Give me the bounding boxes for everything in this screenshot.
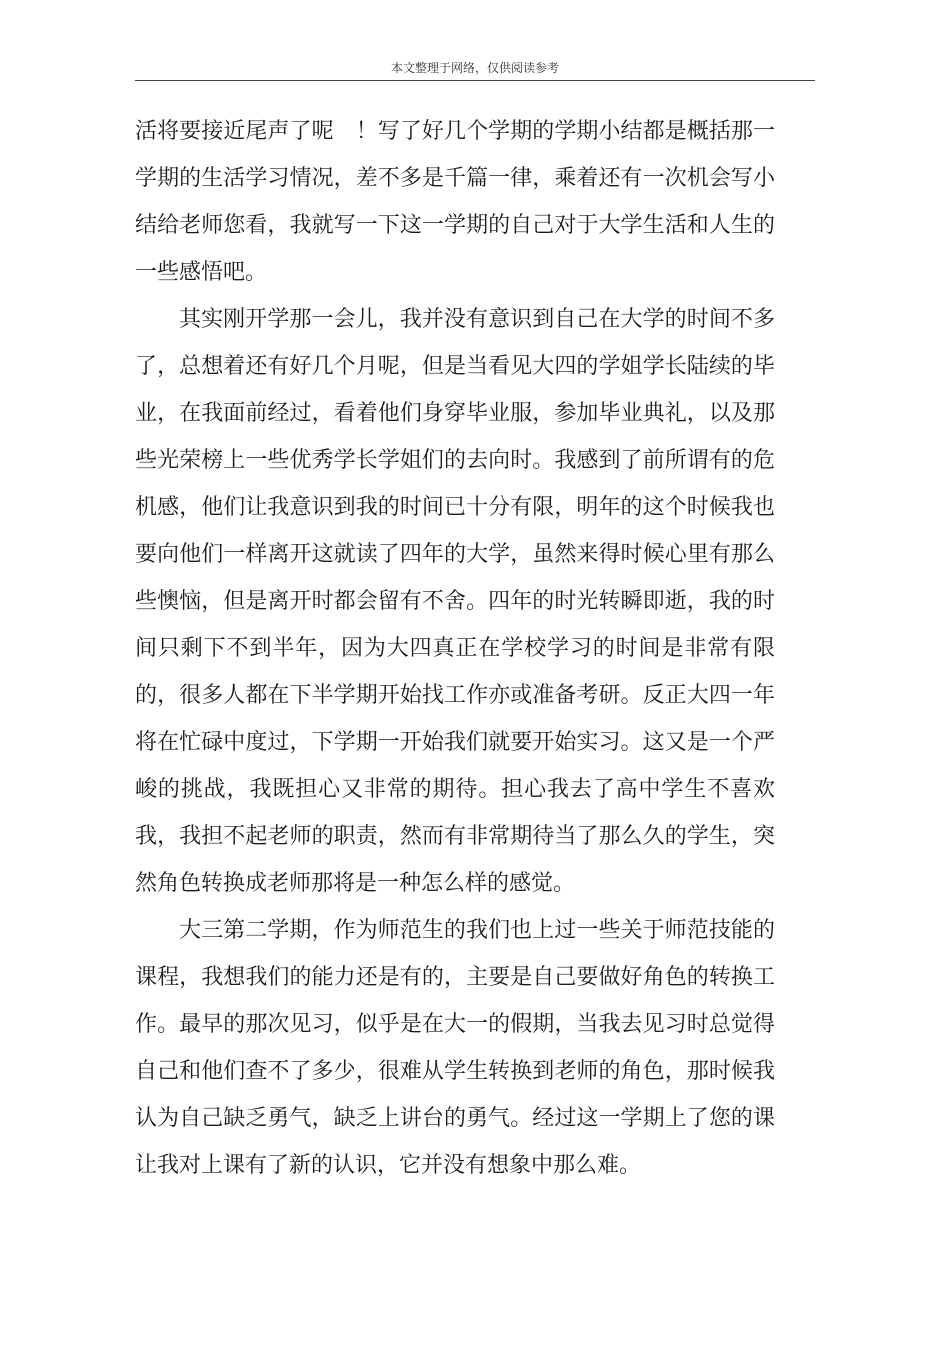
header-text: 本文整理于网络，仅供阅读参考	[390, 61, 559, 75]
page-header	[135, 58, 815, 80]
paragraph-1: 活将要接近尾声了呢 ！写了好几个学期的学期小结都是概括那一学期的生活学习情况，差不多是千篇一律，乘着还有一次机会写小结给老师您看，我就写一下这一学期的自己对于大学生活和人生的一些感悟吧。	[135, 119, 775, 285]
paragraph-3: 大三第二学期，作为师范生的我们也上过一些关于师范技能的课程，我想我们的能力还是有的，主要是自己要做好角色的转换工作。最早的那次见习，似乎是在大一的假期，当我去见习时总觉得自己和他们查不了多少，很难从学生转换到老师的角色，那时候我认为自己缺乏勇气，缺乏上讲台的勇气。经过这一学期上了您的课让我对上课有了新的认识，它并没有想象中那么难。	[135, 918, 775, 1178]
header-divider	[135, 80, 815, 81]
paragraph-2: 其实刚开学那一会儿，我并没有意识到自己在大学的时间不多了，总想着还有好几个月呢，但是当看见大四的学姐学长陆续的毕业，在我面前经过，看着他们身穿毕业服，参加毕业典礼，以及那些光荣榜上一些优秀学长学姐们的去向时。我感到了前所谓有的危机感，他们让我意识到我的时间已十分有限，明年的这个时候我也要向他们一样离开这就读了四年的大学，虽然来得时候心里有那么些懊恼，但是离开时都会留有不舍。四年的时光转瞬即逝，我的时间只剩下不到半年，因为大四真正在学校学习的时间是非常有限的，很多人都在下半学期开始找工作亦或准备考研。反正大四一年将在忙碌中度过，下学期一开始我们就要开始实习。这又是一个严峻的挑战，我既担心又非常的期待。担心我去了高中学生不喜欢我，我担不起老师的职责，然而有非常期待当了那么久的学生，突然角色转换成老师那将是一种怎么样的感觉。	[135, 307, 775, 896]
document-body	[135, 108, 775, 1189]
